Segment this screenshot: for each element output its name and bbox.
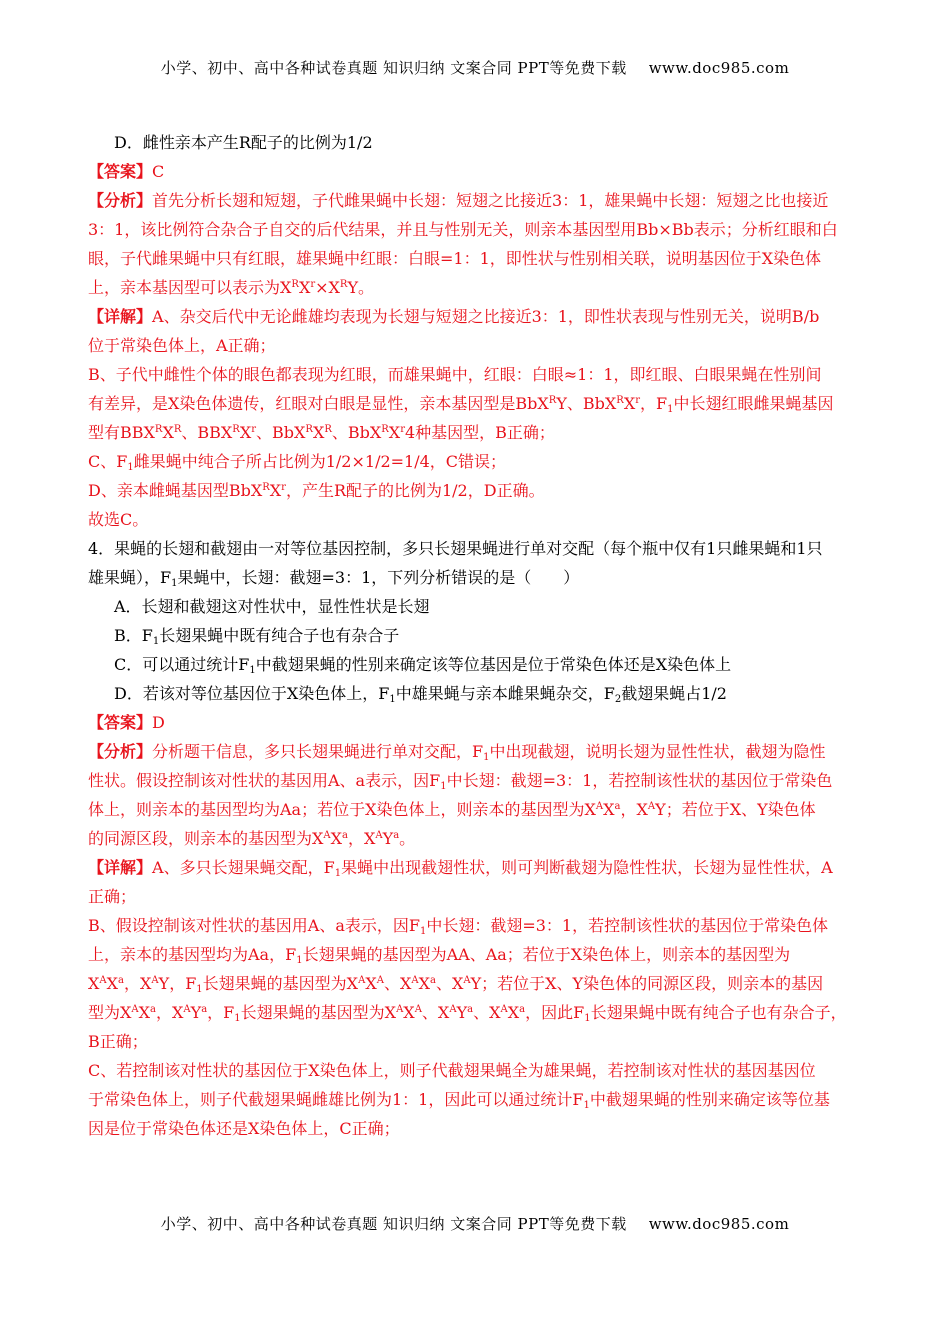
subscript: 1 [667,404,674,415]
superscript: R [339,279,348,290]
text-run: X [403,1003,415,1022]
document-body [88,128,864,1143]
subscript: 1 [249,665,256,676]
q4-detail-line [88,969,864,998]
text-run: 性状。假设控制该对性状的基因用A、a表示，因F [88,771,441,790]
q4-stem: 4．果蝇的长翅和截翅由一对等位基因控制，多只长翅果蝇进行单对交配（每个瓶中仅有1只雌果蝇和1只 [88,539,823,558]
subscript: 2 [614,694,622,705]
superscript: a [342,830,348,841]
text-run: 截翅果蝇占1/2 [621,684,727,703]
q4-option-c [88,650,864,679]
text-run: 果蝇中，长翅：截翅=3：1，下列分析错误的是（ ） [177,568,580,587]
subscript: 1 [483,752,490,763]
header-url[interactable]: www.doc985.com [648,59,790,77]
text-run: 【答案】 [88,162,153,181]
text-run: 型有BBX [88,423,155,442]
text-run: ，F [640,394,668,413]
text-run: D．若该对等位基因位于X染色体上，F [114,684,390,703]
subscript: 1 [152,636,160,647]
q4-stem [88,563,864,592]
q4-analysis-line [88,795,864,824]
text-run: 雄果蝇），F [88,568,172,587]
q3-analysis-line [88,186,864,215]
q4-option-a: A．长翅和截翅这对性状中，显性性状是长翅 [114,597,430,616]
text-run: A、多只长翅果蝇交配，F [152,858,335,877]
text-run: B．F [114,626,153,645]
text-run: 、X [383,974,412,993]
superscript: A [500,1004,508,1015]
q3-detail-line [88,447,864,476]
text-run: Y [382,829,394,848]
text-run: 的同源区段，则亲本的基因型为X [88,829,324,848]
text-run: X [138,1003,151,1022]
superscript: a [393,830,400,841]
q3-analysis-line: 3：1，该比例符合杂合子自交的后代结果，并且与性别无关，则亲本基因型用Bb×Bb表示；分析红眼和白 [88,220,838,239]
text-run: X [388,423,401,442]
text-run: X [269,481,282,500]
superscript: A [183,1004,191,1015]
q4-detail-line [88,998,864,1027]
text-run: 中长翅红眼雌果蝇基因 [673,394,834,413]
text-run: 首先分析长翅和短翅，子代雌果蝇中长翅：短翅之比接近3：1，雄果蝇中长翅：短翅之比也接近 [152,191,829,210]
q4-detail-line [88,853,864,882]
text-run: X [312,423,325,442]
q4-detail-line [88,1085,864,1114]
text-run: 、X [421,1003,450,1022]
header-text: 小学、初中、高中各种试卷真题 知识归纳 文案合同 PPT等免费下载 [160,59,627,77]
text-run: 【答案】 [88,713,153,732]
subscript: 1 [296,955,303,966]
text-run: 【分析】 [88,191,153,210]
page-header [0,57,950,78]
text-run: 分析题干信息，多只长翅果蝇进行单对交配，F [152,742,484,761]
text-run: Y [456,1003,468,1022]
q4-analysis-line [88,737,864,766]
text-run: 长翅果蝇中既有纯合子也有杂合子， [590,1003,847,1022]
superscript: r [281,482,286,493]
text-run: C、F [88,452,128,471]
text-run: D、亲本雌蝇基因型BbX [88,481,263,500]
superscript: r [310,279,316,290]
text-run: 、BbX [256,423,306,442]
q3-answer [88,157,864,186]
superscript: A [595,801,604,812]
text-run: Y、BbX [556,394,617,413]
text-run: 中长翅：截翅=3：1，若控制该性状的基因位于常染色体 [426,916,829,935]
superscript: a [467,1004,474,1015]
text-run: ，产生R配子的比例为1/2，D正确。 [285,481,545,500]
text-run: D [152,713,165,732]
superscript: a [614,801,621,812]
text-run: Y；若位于X、Y染色体 [655,800,816,819]
text-run: C [152,162,165,181]
superscript: a [201,1004,208,1015]
superscript: a [519,1004,526,1015]
subscript: 1 [334,868,342,879]
superscript: a [429,975,436,986]
text-run: 长翅果蝇的基因型为X [202,974,359,993]
superscript: A [396,1004,404,1015]
text-run: 、BBX [181,423,233,442]
q4-detail-line [88,940,864,969]
q4-analysis-line [88,766,864,795]
text-run: ，X [123,974,152,993]
text-run: X [507,1003,520,1022]
text-run: X [106,974,119,993]
text-run: 。 [399,829,416,848]
text-run: X [330,829,343,848]
superscript: A [647,801,656,812]
q3-analysis-line: 眼，子代雌果蝇中只有红眼，雄果蝇中红眼：白眼=1：1，即性状与性别相关联，说明基因位于X染色体 [88,249,822,268]
subscript: 1 [419,926,427,937]
text-run: 果蝇中出现截翅性状，则可判断截翅为隐性性状，长翅为显性性状，A [341,858,833,877]
text-run: 上，亲本的基因型均为Aa，F [88,945,297,964]
superscript: A [376,975,384,986]
superscript: R [173,424,182,435]
superscript: R [154,424,163,435]
text-run: 于常染色体上，则子代截翅果蝇雌雄比例为1：1，因此可以通过统计F [88,1090,584,1109]
q4-detail-line: C、若控制该对性状的基因位于X染色体上，则子代截翅果蝇全为雄果蝇，若控制该对性状的基因基因位 [88,1061,816,1080]
q4-analysis-line [88,824,864,853]
q3-detail-line [88,302,864,331]
superscript: A [358,975,366,986]
q4-option-b [88,621,864,650]
q3-detail-line [88,418,864,447]
superscript: A [131,1004,139,1015]
superscript: A [449,1004,457,1015]
text-run: 中雄果蝇与亲本雌果蝇杂交，F [395,684,615,703]
superscript: R [262,482,270,493]
subscript: 1 [234,1013,241,1024]
superscript: R [232,424,240,435]
footer-url[interactable]: www.doc985.com [648,1215,790,1233]
text-run: 型为X [88,1003,132,1022]
text-run: X [298,278,311,297]
q4-detail-line: 因是位于常染色体还是X染色体上，C正确； [88,1119,400,1138]
text-run: X [239,423,252,442]
text-run: X [162,423,174,442]
q3-analysis-line [88,273,864,302]
text-run: X [418,974,430,993]
superscript: R [548,395,557,406]
text-run: 【详解】 [88,307,153,326]
subscript: 1 [440,781,447,792]
superscript: A [414,1004,422,1015]
text-run: 中长翅：截翅=3：1，若控制该性状的基因位于常染色 [446,771,833,790]
superscript: R [381,424,389,435]
text-run: Y [190,1003,202,1022]
q4-detail-line [88,911,864,940]
text-run: 体上，则亲本的基因型均为Aa；若位于X染色体上，则亲本的基因型为X [88,800,596,819]
superscript: A [411,975,419,986]
text-run: ，X [620,800,648,819]
text-run: 中出现截翅，说明长翅为显性性状，截翅为隐性 [489,742,826,761]
q3-detail-line [88,389,864,418]
q4-detail-line: B正确； [88,1032,148,1051]
superscript: a [150,1004,156,1015]
subscript: 1 [171,578,178,589]
text-run: 中截翅果蝇的性别来确定该等位基因是位于常染色体还是X染色体上 [255,655,732,674]
subscript: 1 [584,1013,591,1024]
text-run: A、杂交后代中无论雌雄均表现为长翅与短翅之比接近3：1，即性状表现与性别无关，说明B/b [152,307,820,326]
superscript: A [99,975,107,986]
subscript: 1 [583,1100,590,1111]
q3-conclusion: 故选C。 [88,510,149,529]
superscript: r [635,395,640,406]
q4-detail-line: 正确； [88,887,137,906]
superscript: r [251,424,256,435]
text-run: 、BbX [331,423,382,442]
text-run: C．可以通过统计F [114,655,250,674]
subscript: 1 [127,462,134,473]
text-run: Y，F [158,974,197,993]
q3-detail-line [88,476,864,505]
footer-text: 小学、初中、高中各种试卷真题 知识归纳 文案合同 PPT等免费下载 [160,1215,627,1233]
text-run: ，X [348,829,376,848]
text-run: B、假设控制该对性状的基因用A、a表示，因F [88,916,420,935]
text-run: 4种基因型，B正确； [404,423,555,442]
text-run: 、X [435,974,464,993]
text-run: 【分析】 [88,742,153,761]
text-run: 【详解】 [88,858,153,877]
text-run: ，X [156,1003,184,1022]
superscript: R [305,424,313,435]
text-run: X [88,974,100,993]
superscript: A [375,830,383,841]
text-run: 长翅果蝇中既有纯合子也有杂合子 [159,626,400,645]
superscript: A [463,975,471,986]
text-run: Y。 [347,278,375,297]
text-run: ，F [207,1003,235,1022]
text-run: 长翅果蝇的基因型为X [240,1003,397,1022]
superscript: A [323,830,331,841]
q3-detail-line: B、子代中雌性个体的眼色都表现为红眼，而雄果蝇中，红眼：白眼≈1：1，即红眼、白眼果蝇在性别间 [88,365,822,384]
q4-answer [88,708,864,737]
superscript: A [151,975,159,986]
text-run: 长翅果蝇的基因型为AA、Aa；若位于X染色体上，则亲本的基因型为 [302,945,791,964]
q3-detail-line: 位于常染色体上，A正确； [88,336,276,355]
superscript: R [291,279,299,290]
text-run: Y；若位于X、Y染色体的同源区段，则亲本的基因 [470,974,824,993]
subscript: 1 [196,984,203,995]
superscript: R [324,424,332,435]
text-run: X [365,974,377,993]
subscript: 1 [389,694,396,705]
q3-option-d: D．雌性亲本产生R配子的比例为1/2 [114,133,373,152]
superscript: a [118,975,124,986]
text-run: 有差异，是X染色体遗传，红眼对白眼是显性，亲本基因型是BbX [88,394,549,413]
text-run: X [623,394,636,413]
superscript: R [616,395,624,406]
text-run: ，因此F [525,1003,585,1022]
text-run: X [603,800,615,819]
text-run: 、X [473,1003,501,1022]
text-run: 上，亲本基因型可以表示为X [88,278,292,297]
text-run: ×X [315,278,340,297]
q4-option-d [88,679,864,708]
text-run: 中截翅果蝇的性别来确定该等位基 [589,1090,830,1109]
page-footer [0,1213,950,1234]
superscript: r [400,424,405,435]
text-run: 雌果蝇中纯合子所占比例为1/2×1/2=1/4，C错误； [133,452,507,471]
